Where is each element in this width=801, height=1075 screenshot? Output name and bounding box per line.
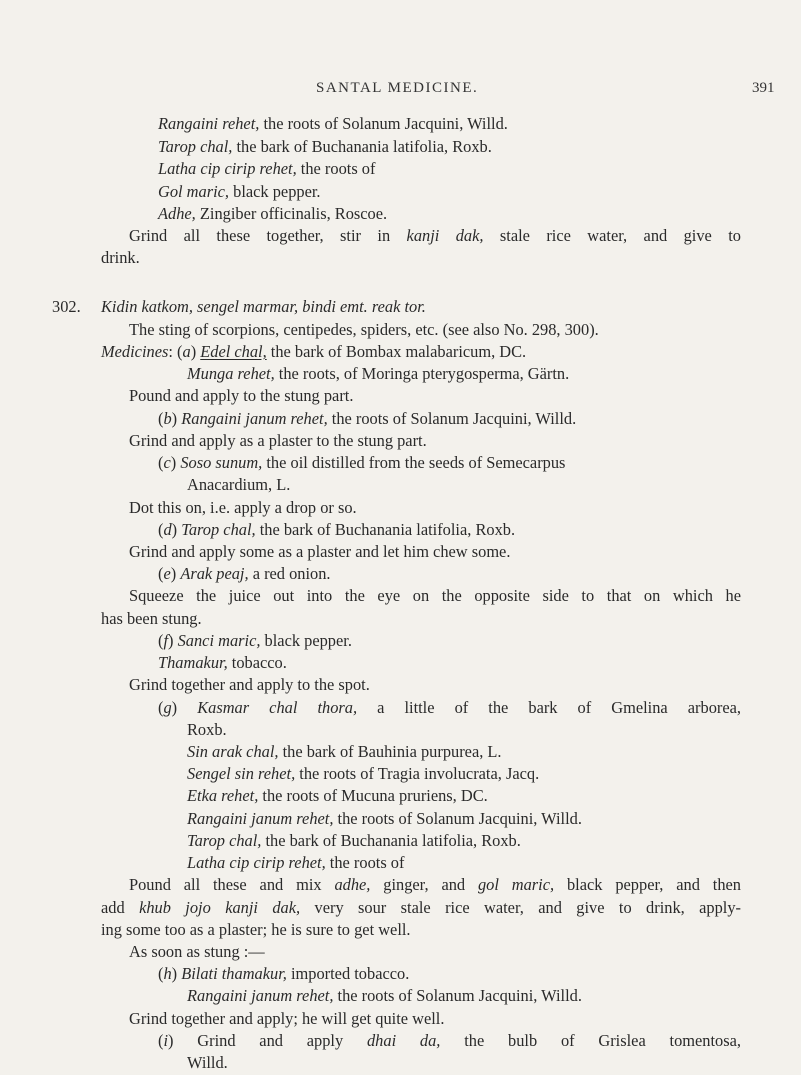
text-line: Grind and apply some as a plaster and let him chew some. xyxy=(129,542,511,561)
remedy-item-g: (g) Kasmar chal thora, a little of the bark of Gmelina arborea, xyxy=(158,697,741,717)
native-term: Sin arak chal, xyxy=(187,741,279,761)
text-line: Willd. xyxy=(187,1053,228,1072)
native-term: Soso sunum, xyxy=(180,453,263,473)
remedy-item-e: (e) Arak peaj, a red onion. xyxy=(158,564,331,584)
text-line: Thamakur, tobacco. xyxy=(158,653,287,673)
text-line: Grind all these together, stir in kanji dak, stale rice water, and give to xyxy=(129,226,741,246)
text-line: Grind together and apply to the spot. xyxy=(129,675,370,695)
item-mark: i xyxy=(163,1030,169,1050)
text-line: Etka rehet, the roots of Mucuna pruriens, DC. xyxy=(187,786,488,806)
native-term: Rangaini janum rehet, xyxy=(187,808,334,828)
medicines-line: Medicines: (a) Edel chal, the bark of Bombax malabaricum, DC. xyxy=(101,342,527,361)
text-line: Roxb. xyxy=(187,719,227,739)
item-mark: h xyxy=(163,964,172,984)
text-line: Grind and apply as a plaster to the stung part. xyxy=(129,430,427,450)
text-line: Squeeze the juice out into the eye on the opposite side to that on which he xyxy=(129,586,741,606)
remedy-item-c: (c) Soso sunum, the oil distilled from the seeds of Semecarpus xyxy=(158,453,566,473)
text-line: drink. xyxy=(101,248,140,268)
text-line: Tarop chal, the bark of Buchanania latifolia, Roxb. xyxy=(187,830,521,850)
text-line: As soon as stung :— xyxy=(129,941,265,961)
remedy-item-h: (h) Bilati thamakur, imported tobacco. xyxy=(158,964,410,984)
item-mark: c xyxy=(163,453,171,473)
text-line: Munga rehet, the roots, of Moringa pterygosperma, Gärtn. xyxy=(187,364,570,384)
native-term: Rangaini janum rehet, xyxy=(187,986,334,1006)
item-mark: f xyxy=(163,630,169,650)
native-term: Gol maric, xyxy=(158,181,230,201)
native-term: Arak peaj, xyxy=(180,564,249,584)
text-line: Gol maric, black pepper. xyxy=(158,181,321,201)
native-term: Sanci maric, xyxy=(177,630,261,650)
remedy-item-f: (f) Sanci maric, black pepper. xyxy=(158,630,352,650)
native-term: Adhe, xyxy=(158,203,196,223)
page-number: 391 xyxy=(752,80,775,96)
section-number: 302. xyxy=(52,296,81,316)
native-term: gol maric, xyxy=(477,875,555,895)
native-term: Tarop chal, xyxy=(158,137,233,157)
text-line: ing some too as a plaster; he is sure to get well. xyxy=(101,919,411,939)
text-line: Sin arak chal, the bark of Bauhinia purpurea, L. xyxy=(187,741,502,761)
text-line: Latha cip cirip rehet, the roots of xyxy=(187,853,405,872)
text-line: Anacardium, L. xyxy=(187,475,291,495)
item-mark: g xyxy=(163,697,172,717)
native-term: Sengel sin rehet, xyxy=(187,764,296,784)
native-term: Rangaini janum rehet, xyxy=(181,408,328,428)
item-mark: a xyxy=(182,342,191,361)
native-term: Kasmar chal thora, xyxy=(197,697,358,717)
text-line: Sengel sin rehet, the roots of Tragia involucrata, Jacq. xyxy=(187,764,540,784)
native-term: dhai da, xyxy=(366,1030,441,1050)
text-line: Dot this on, i.e. apply a drop or so. xyxy=(129,497,357,517)
text-line: has been stung. xyxy=(101,608,202,628)
native-term: Tarop chal, xyxy=(181,519,256,539)
text-line: Tarop chal, the bark of Buchanania latifolia, Roxb. xyxy=(158,137,492,157)
text-line: The sting of scorpions, centipedes, spiders, etc. (see also No. 298, 300). xyxy=(129,319,599,339)
native-term: Etka rehet, xyxy=(187,786,259,806)
native-term: Munga rehet, xyxy=(187,364,275,384)
text-line: Adhe, Zingiber officinalis, Roscoe. xyxy=(158,203,388,223)
native-term: Tarop chal, xyxy=(187,830,262,850)
text-line: Rangaini rehet, the roots of Solanum Jacquini, Willd. xyxy=(158,114,508,133)
remedy-item-d: (d) Tarop chal, the bark of Buchanania latifolia, Roxb. xyxy=(158,519,516,539)
running-head: SANTAL MEDICINE. xyxy=(316,80,479,96)
remedy-item-i: (i) Grind and apply dhai da, the bulb of Grislea tomentosa, xyxy=(158,1030,741,1050)
section-title: Kidin katkom, sengel marmar, bindi emt. reak tor. xyxy=(101,296,426,316)
native-term: kanji dak, xyxy=(406,226,484,246)
text-line: Latha cip cirip rehet, the roots of xyxy=(158,159,376,179)
text-line: add khub jojo kanji dak, very sour stale rice water, and give to drink, apply- xyxy=(101,897,741,917)
text-line: Pound and apply to the stung part. xyxy=(129,386,354,406)
medicines-label: Medicines xyxy=(101,342,169,361)
text-line: Pound all these and mix adhe, ginger, and gol maric, black pepper, and then xyxy=(129,875,741,895)
text-line: Grind together and apply; he will get quite well. xyxy=(129,1008,445,1028)
native-term: Thamakur, xyxy=(158,653,228,673)
native-term: Latha cip cirip rehet, xyxy=(158,159,297,179)
text-line: Rangaini janum rehet, the roots of Solanum Jacquini, Willd. xyxy=(187,808,582,828)
native-term: Bilati thamakur, xyxy=(181,964,287,984)
native-term: Edel chal, xyxy=(200,342,267,361)
native-term: khub jojo kanji dak, xyxy=(139,897,301,917)
text-line: Rangaini janum rehet, the roots of Solanum Jacquini, Willd. xyxy=(187,986,582,1006)
item-mark: d xyxy=(163,519,172,539)
item-mark: b xyxy=(163,408,172,428)
item-mark: e xyxy=(163,564,171,584)
native-term: Rangaini rehet, xyxy=(158,114,260,133)
remedy-item-b: (b) Rangaini janum rehet, the roots of Solanum Jacquini, Willd. xyxy=(158,408,577,428)
native-term: adhe, xyxy=(334,875,371,895)
page-header xyxy=(0,80,801,102)
native-term: Latha cip cirip rehet, xyxy=(187,853,326,872)
